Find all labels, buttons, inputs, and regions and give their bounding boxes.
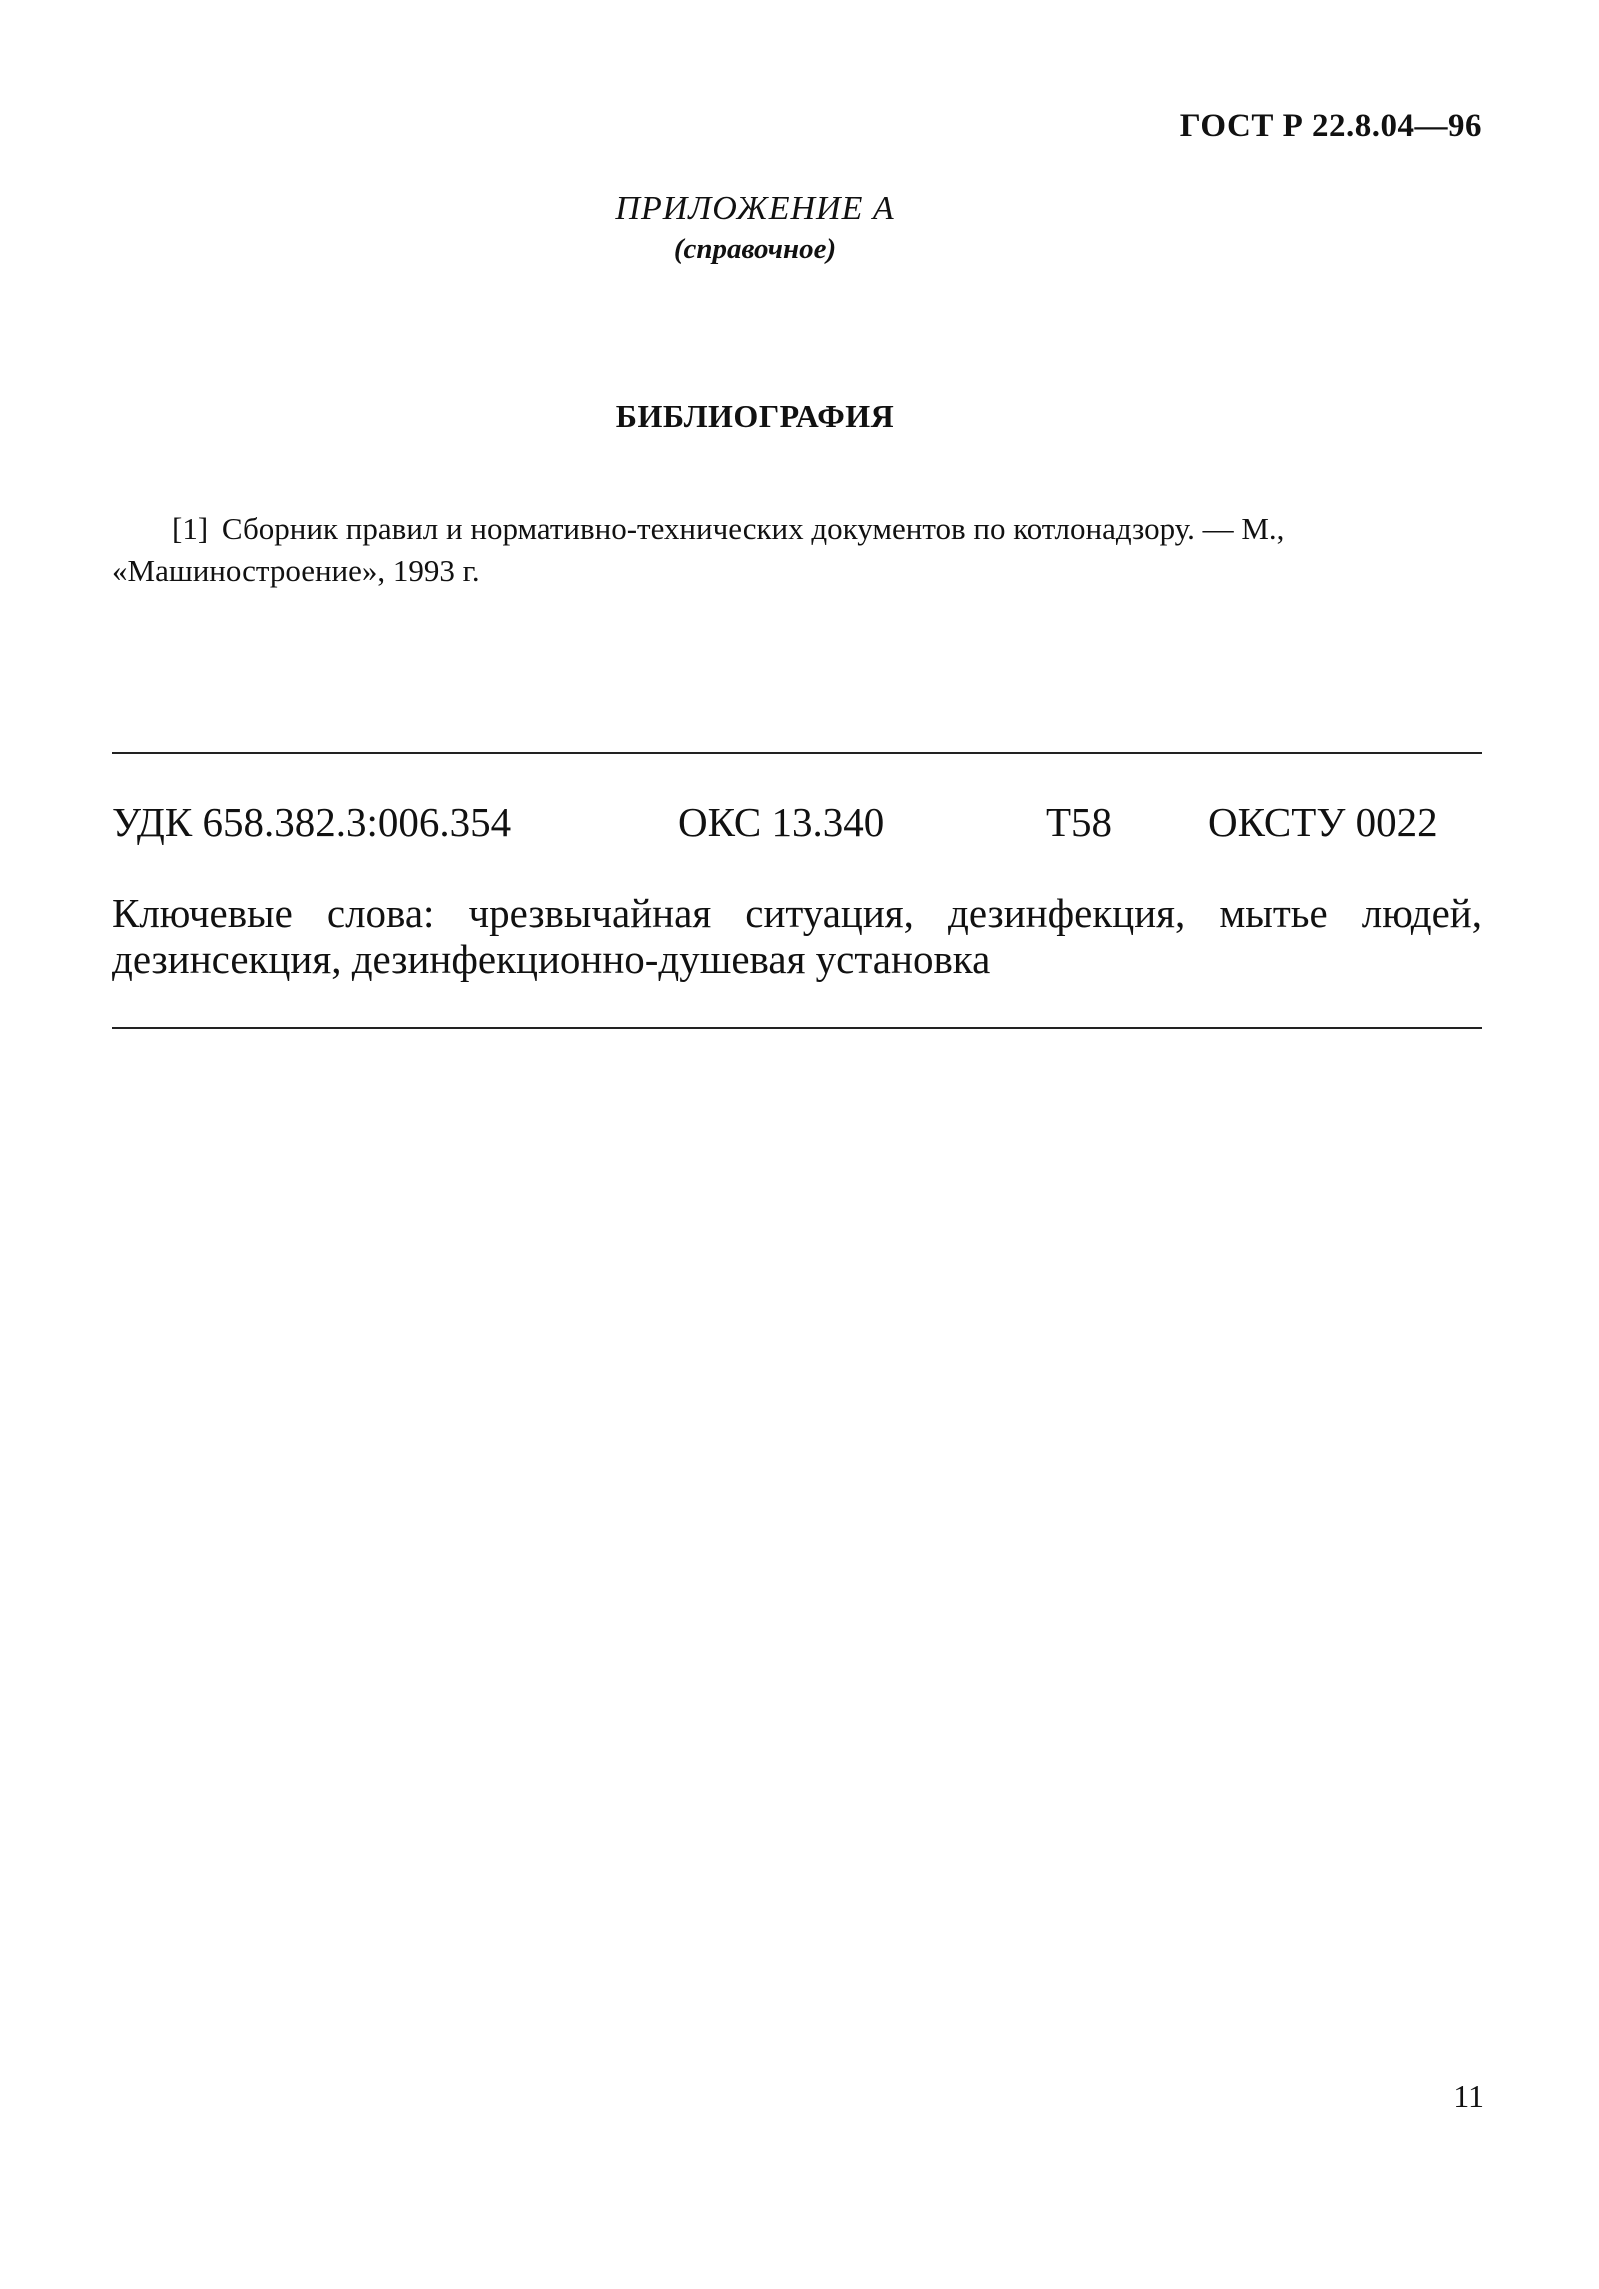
bibliography-entry-number: [1]: [172, 511, 209, 546]
bibliography-entry-text: Сборник правил и нормативно-технических документов по котлонадзору. — М., «Машиностроение», 1993 г.: [112, 511, 1285, 588]
bibliography-entry: [112, 508, 1482, 592]
page-number: 11: [1453, 2078, 1484, 2114]
bibliography-title: БИБЛИОГРАФИЯ: [615, 398, 895, 434]
bottom-divider: [112, 1027, 1482, 1029]
t-code: Т58: [1046, 799, 1113, 845]
top-divider: [112, 752, 1482, 754]
oks-code: ОКС 13.340: [678, 799, 885, 845]
keywords: Ключевые слова: чрезвычайная ситуация, дезинфекция, мытье людей, дезинсекция, дезинфекционно-душевая установка: [112, 890, 1482, 982]
appendix-subtitle: (справочное): [673, 233, 837, 265]
okstu-code: ОКСТУ 0022: [1208, 799, 1438, 845]
appendix-title: ПРИЛОЖЕНИЕ А: [615, 190, 895, 227]
document-code: ГОСТ Р 22.8.04—96: [1179, 108, 1482, 144]
udk-code: УДК 658.382.3:006.354: [112, 799, 512, 845]
